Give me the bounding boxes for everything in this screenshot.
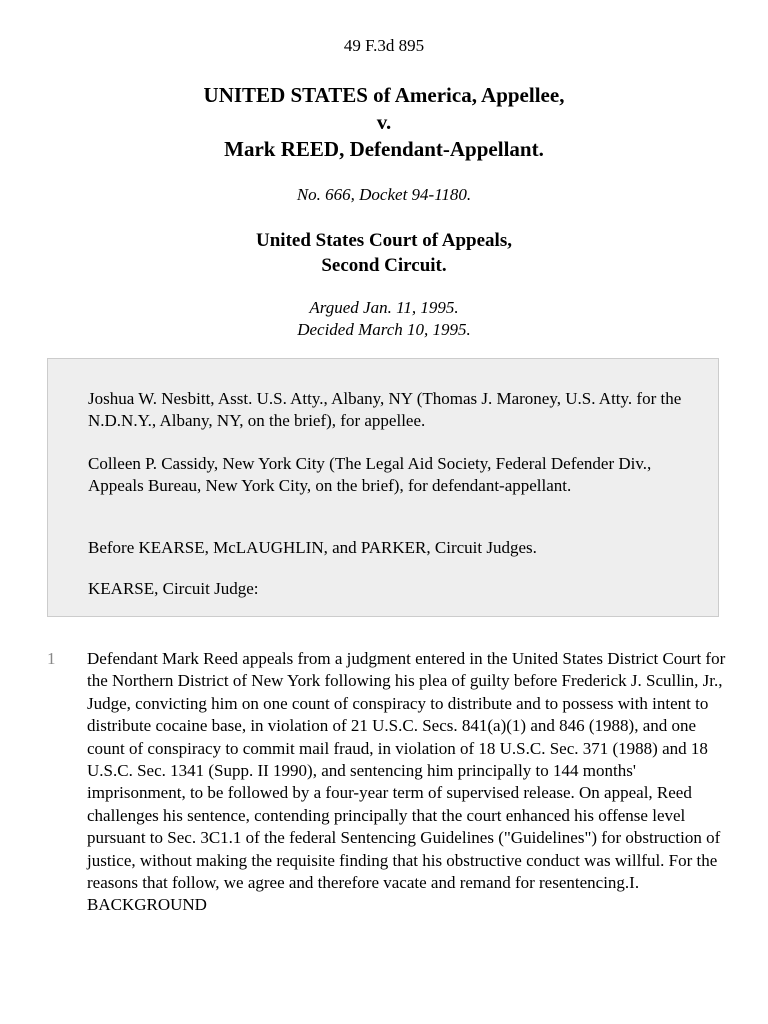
case-dates [0, 297, 768, 341]
opinion-paragraph: Defendant Mark Reed appeals from a judgment entered in the United States District Court for the Northern District of New York following his plea of guilty before Frederick J. Scullin, Jr., Judge, convicting him on one count of conspiracy to distribute and to possess with intent to distribute cocaine base, in violation of 21 U.S.C. Secs. 841(a)(1) and 846 (1988), and one count of conspiracy to commit mail fraud, in violation of 18 U.S.C. Sec. 371 (1988) and 18 U.S.C. Sec. 1341 (Supp. II 1990), and sentencing him principally to 144 months' imprisonment, to be followed by a four-year term of supervised release. On appeal, Reed challenges his sentence, contending principally that the court enhanced his offense level pursuant to Sec. 3C1.1 of the federal Sentencing Guidelines ("Guidelines") for obstruction of justice, without making the requisite finding that his obstructive conduct was willful. For the reasons that follow, we agree and therefore vacate and remand for resentencing.I. BACKGROUND [87, 649, 726, 915]
court-name-line1: United States Court of Appeals, [256, 230, 512, 251]
appellee-party: UNITED STATES of America, Appellee, [203, 83, 565, 107]
appellant-counsel: Colleen P. Cassidy, New York City (The Legal Aid Society, Federal Defender Div., Appeals Bureau, New York City, on the brief), for defendant-appellant. [88, 454, 652, 495]
appellee-counsel: Joshua W. Nesbitt, Asst. U.S. Atty., Albany, NY (Thomas J. Maroney, U.S. Atty. for the N.D.N.Y., Albany, NY, on the brief), for appellee. [88, 389, 682, 430]
paragraph-number: 1 [47, 649, 56, 668]
argued-date: Argued Jan. 11, 1995. [309, 298, 459, 317]
court-name-line2: Second Circuit. [321, 255, 447, 276]
opinion-author: KEARSE, Circuit Judge: [88, 579, 259, 598]
docket-number: No. 666, Docket 94-1180. [296, 185, 472, 204]
decided-date: Decided March 10, 1995. [297, 320, 471, 339]
counsel-panel-box [47, 358, 719, 617]
judges-panel: Before KEARSE, McLAUGHLIN, and PARKER, Circuit Judges. [88, 538, 537, 557]
case-parties [0, 82, 768, 163]
appellant-party: Mark REED, Defendant-Appellant. [224, 137, 544, 161]
versus-label: v. [376, 110, 392, 134]
case-citation: 49 F.3d 895 [343, 36, 425, 55]
court-name [0, 228, 768, 278]
